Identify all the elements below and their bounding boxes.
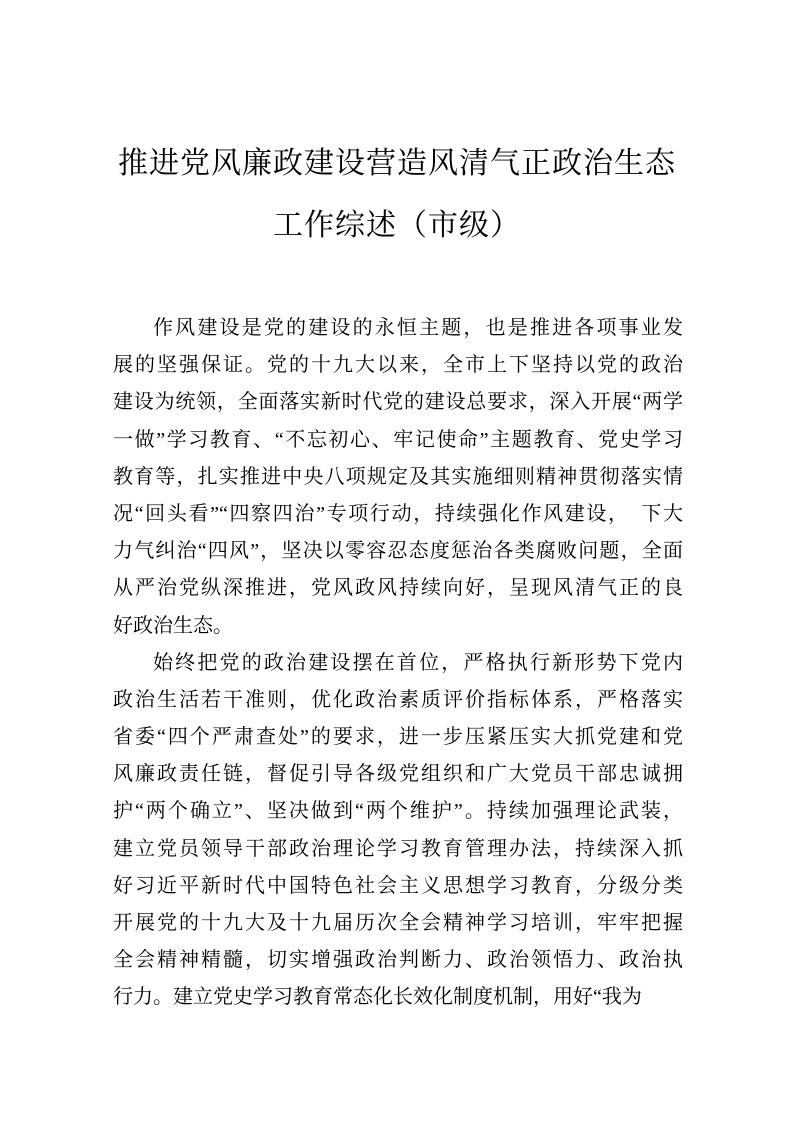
text-line: 建设为统领，全面落实新时代党的建设总要求，深入开展“两学: [113, 391, 683, 414]
text-line: 行力。建立党史学习教育常态化长效化制度机制，用好“我为: [113, 986, 642, 1009]
document-title-line-2: 工作综述（市级）: [273, 209, 521, 242]
text-line: 始终把党的政治建设摆在首位，严格执行新形势下党内: [153, 651, 683, 674]
text-line: 好习近平新时代中国特色社会主义思想学习教育，分级分类: [113, 874, 683, 897]
text-line: 省委“四个严肃查处”的要求，进一步压紧压实大抓党建和党: [113, 726, 683, 749]
text-line: 好政治生态。: [113, 614, 233, 637]
text-line: 作风建设是党的建设的永恒主题，也是推进各项事业发: [153, 317, 683, 339]
text-line: 护“两个确立”、坚决做到“两个维护”。持续加强理论武装，: [113, 800, 683, 823]
text-line: 展的坚强保证。党的十九大以来，全市上下坚持以党的政治: [113, 354, 683, 377]
document-body: [113, 310, 683, 1017]
paragraph-2: [113, 645, 683, 1017]
text-line: 教育等，扎实推进中央八项规定及其实施细则精神贯彻落实情: [113, 465, 683, 488]
text-line: 开展党的十九大及十九届历次全会精神学习培训，牢牢把握: [113, 912, 683, 934]
text-line: 政治生活若干准则，优化政治素质评价指标体系，严格落实: [113, 688, 683, 711]
text-line: 一做”学习教育、“不忘初心、牢记使命”主题教育、党史学习: [113, 428, 683, 451]
text-line: 全会精神精髓，切实增强政治判断力、政治领悟力、政治执: [113, 949, 683, 972]
text-line: 力气纠治“四风”，坚决以零容忍态度惩治各类腐败问题，全面: [113, 540, 683, 563]
document-title: [0, 0, 794, 257]
text-line: 况“回头看”“四察四治”专项行动，持续强化作风建设， 下大: [113, 502, 683, 525]
text-line: 风廉政责任链，督促引导各级党组织和广大党员干部忠诚拥: [113, 763, 683, 786]
text-line: 从严治党纵深推进，党风政风持续向好，呈现风清气正的良: [113, 577, 683, 600]
text-line: 建立党员领导干部政治理论学习教育管理办法，持续深入抓: [113, 837, 683, 860]
document-title-line-1: 推进党风廉政建设营造风清气正政治生态: [118, 147, 676, 180]
paragraph-1: [113, 310, 683, 645]
